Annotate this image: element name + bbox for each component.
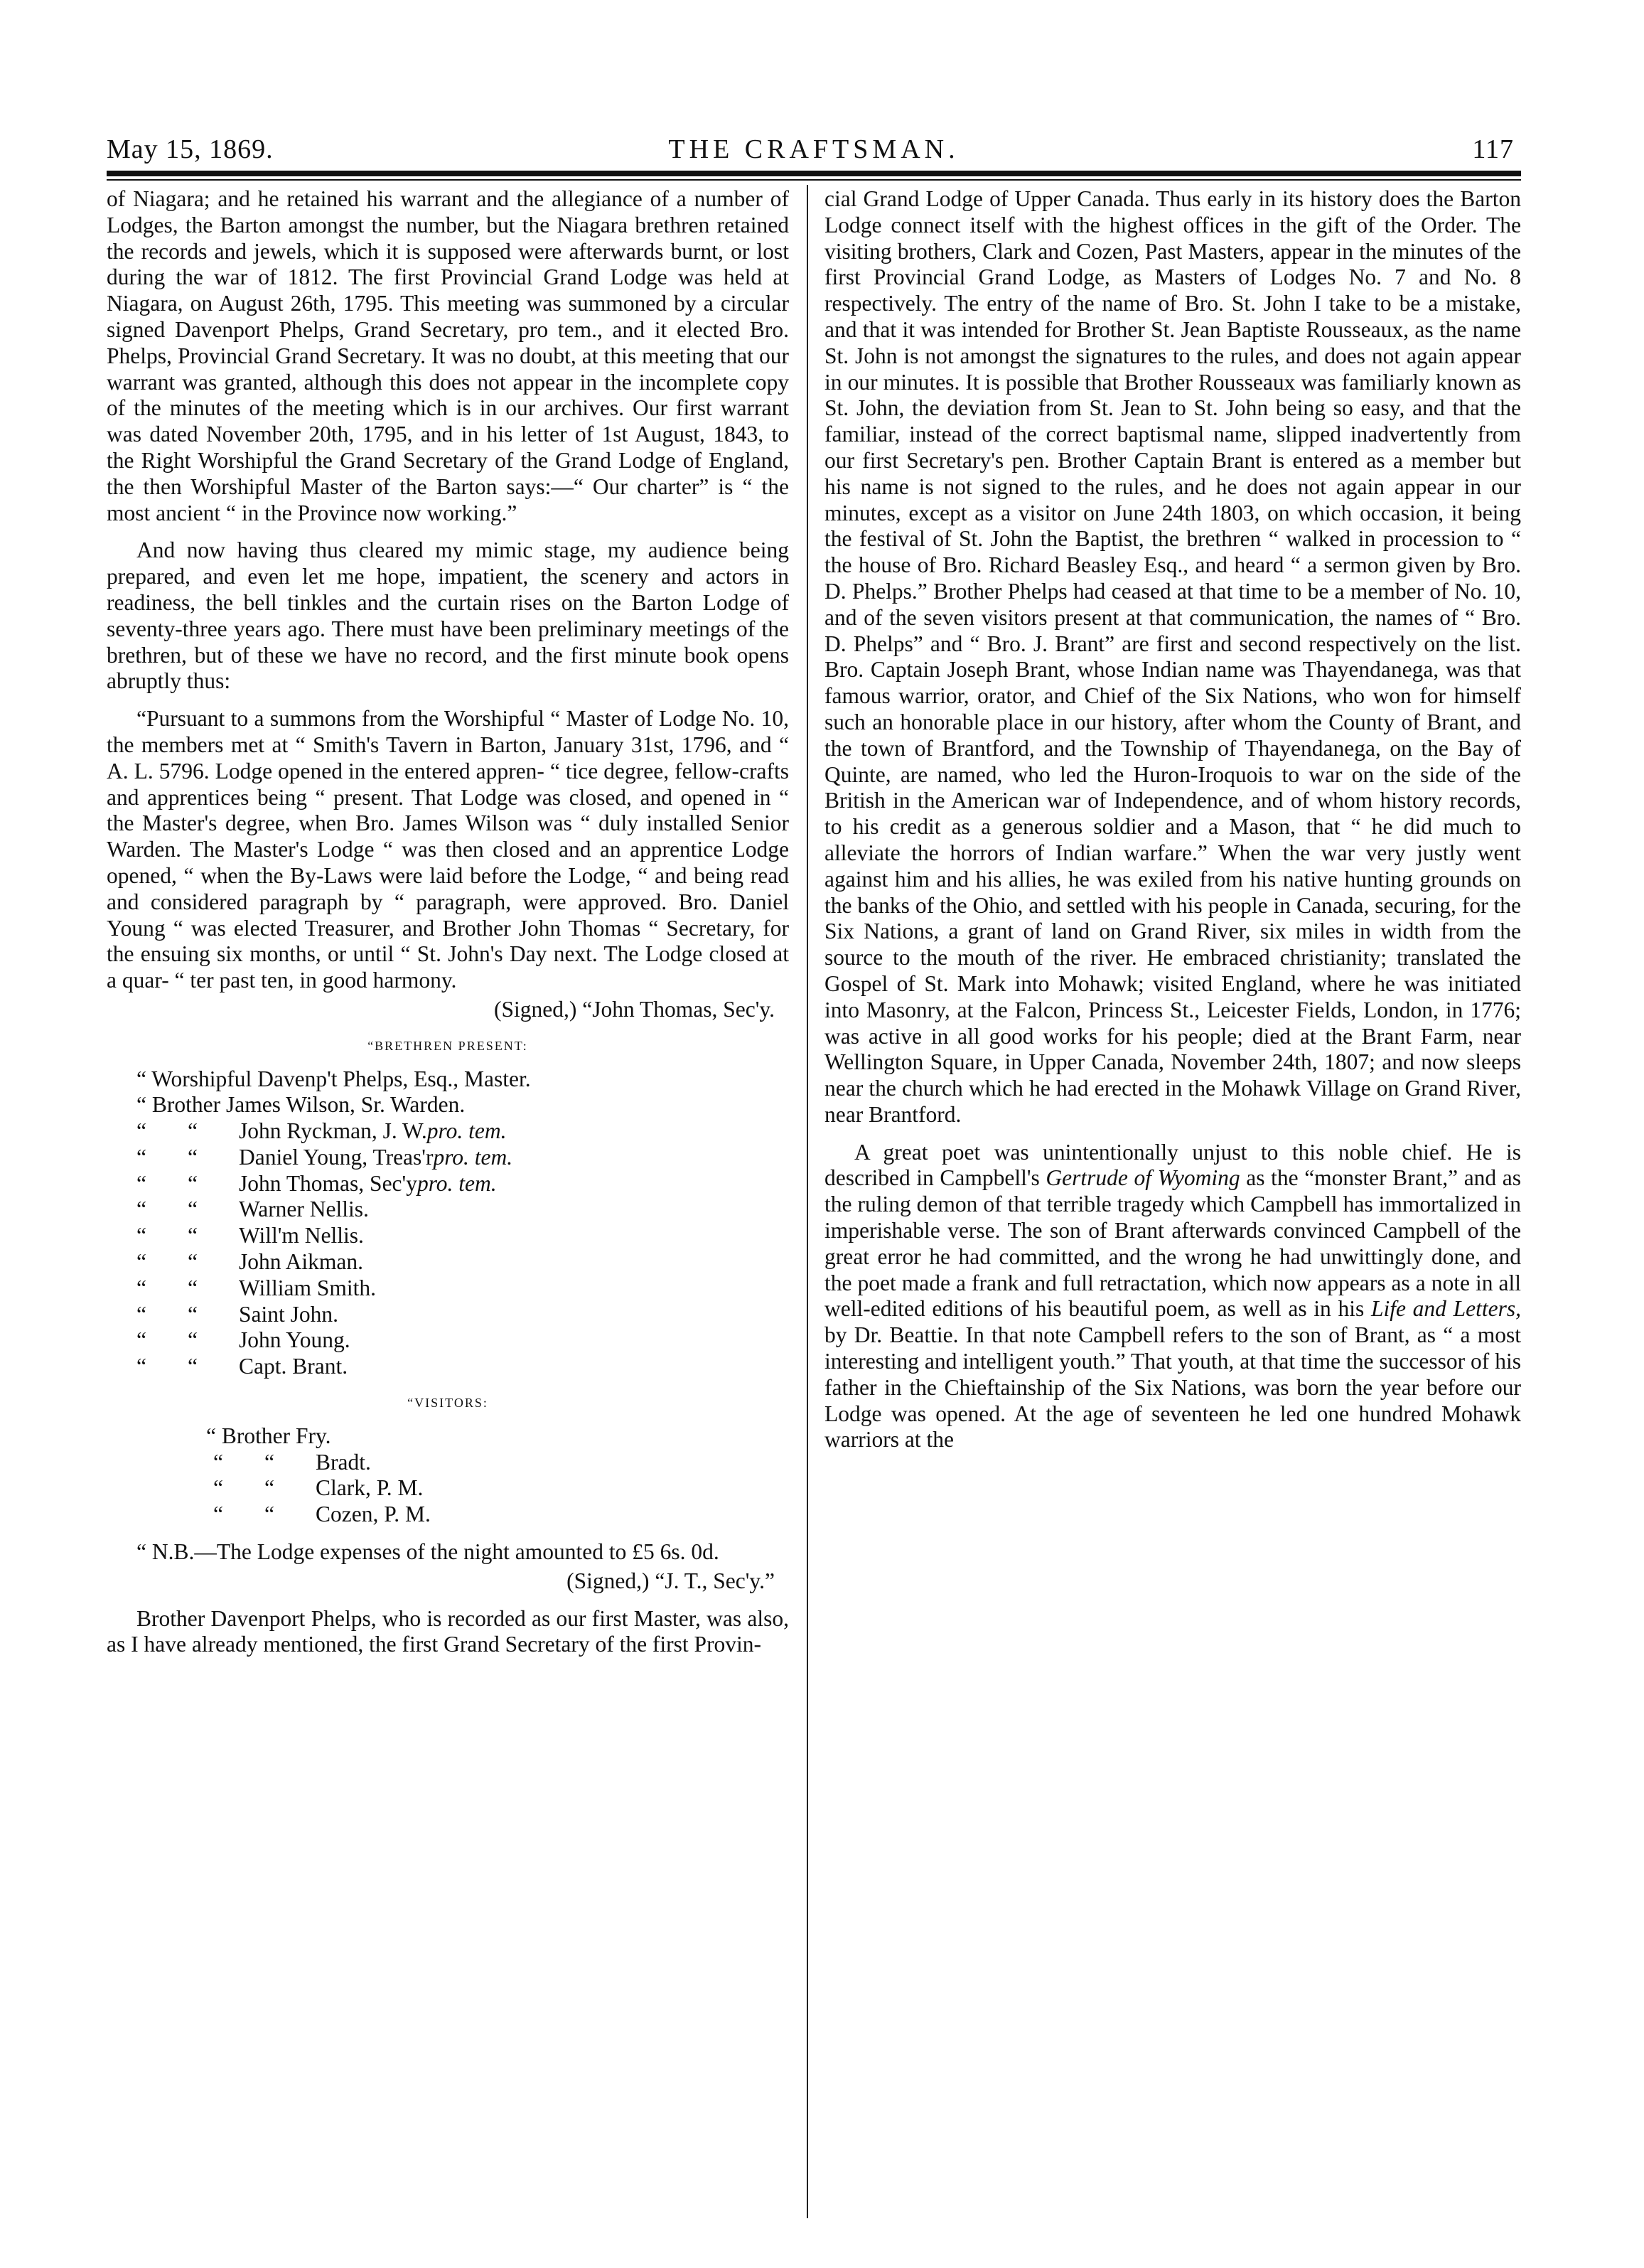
header-rule-thin — [107, 179, 1521, 181]
brethren-second: “ Brother James Wilson, Sr. Warden. — [136, 1092, 466, 1118]
nb-note: “ N.B.—The Lodge expenses of the night amounted to £5 6s. 0d. — [136, 1539, 719, 1565]
list-item: “ “ John Young. — [136, 1327, 350, 1353]
list-item: “ “ Cozen, P. M. — [213, 1502, 431, 1527]
paragraph: cial Grand Lodge of Upper Canada. Thus early in its history does the Barton Lodge connect itself with the highest offices in the gift of the Order. The visiting brothers, Clark and Cozen, Past Masters, appear in the minutes of the first Provincial Grand Lodge, as Masters of Lodges No. 7 and No. 8 respectively. The entry of the name of Bro. St. John I take to be a mistake, and that it was intended for Brother St. Jean Baptiste Rousseaux, as the name St. John is not amongst the signatures to the rules, and does not again appear in our minutes. It is possible that Brother Rousseaux was familiarly known as St. John, the deviation from St. Jean to St. John being so easy, and that the familiar, instead of the correct baptismal name, slipped inadvertently from our first Secretary's pen. Brother Captain Brant is entered as a member but his name is not signed to the rules, and he does not again appear in our minutes, except as a visitor on June 24th 1803, on which occasion, it being the festival of St. John the Baptist, the brethren “ walked in procession to “ the house of Bro. Richard Beasley Esq., and heard “ a sermon given by Bro. D. Phelps.” Brother Phelps had ceased at that time to be a member of No. 10, and of the seven visitors present at that communication, the names of “ Bro. D. Phelps” and “ Bro. J. Brant” are first and second respectively on the list. Bro. Captain Joseph Brant, whose Indian name was Thayendanega, was that famous warrior, orator, and Chief of the Six Nations, who won for himself such an honorable place in our history, after whom the County of Brant, and the town of Brantford, and the Township of Thayendanega, on the Bay of Quinte, are named, who led the Huron-Iroquois to war on the side of the British in the American war of Independence, and of whom history records, to his credit as a generous soldier and a Mason, that “ he did much to alleviate the horrors of Indian warfare.” When the war very justly went against him and his allies, he was exiled from his native hunting grounds on the banks of the Ohio, and settled with his people in Canada, securing, for the Six Nations, a grant of land on Grand River, six miles in width from the source to the mouth of the river. He embraced christianity; translated the Gospel of St. Mark into Mohawk; visited England, where he was initiated into Masonry, at the Falcon, Princess St., Leicester Fields, London, in 1776; was active in all good works for his people; died at the Brant Farm, near Wellington Square, in Upper Canada, November 24th, 1807; and now sleeps near the church which he had erected in the Mohawk Village on Grand River, near Brantford. — [824, 186, 1521, 1127]
newspaper-page — [107, 114, 1521, 2218]
list-item: “ “ Bradt. — [213, 1449, 371, 1475]
brethren-list — [107, 1118, 789, 1380]
list-item: “ “ Daniel Young, Treas'r pro. tem. — [136, 1144, 513, 1170]
list-item: “ “ Saint John. — [136, 1301, 339, 1327]
list-item: “ “ Capt. Brant. — [136, 1354, 348, 1379]
header-rule-thick — [107, 171, 1521, 176]
left-column — [107, 186, 789, 1658]
publication-title: THE CRAFTSMAN. — [668, 134, 960, 164]
list-item: “ “ Warner Nellis. — [136, 1197, 369, 1222]
list-item: “ “ John Thomas, Sec'y pro. tem. — [136, 1170, 497, 1196]
list-item: “ “ John Aikman. — [136, 1249, 364, 1275]
list-item: “ “ John Ryckman, J. W. pro. tem. — [136, 1118, 507, 1144]
paragraph: A great poet was unintentionally unjust to this noble chief. He is described in Campbell's Gertrude of Wyoming as the “monster Brant,” and as the ruling demon of that terrible tragedy which Campbell has immortalized in imperishable verse. The son of Brant afterwards convinced Campbell of the great error he had committed, and the wrong he had unwittingly done, and the poet made a frank and full retractation, which now appears as a note in all well-edited editions of his beautiful poem, as well as in his Life and Letters, by Dr. Beattie. In that note Campbell refers to the son of Brant, as “ a most interesting and intelligent youth.” That youth, at that time the successor of his father in the Chieftainship of the Six Nations, was born the year before our Lodge was opened. At the age of seventeen he led one hundred Mohawk warriors at the — [824, 1139, 1522, 1453]
brethren-first: “ Worshipful Davenp't Phelps, Esq., Master. — [136, 1066, 531, 1091]
paragraph: Brother Davenport Phelps, who is recorded as our first Master, was also, as I have already mentioned, the first Grand Secretary of the first Provin- — [107, 1605, 789, 1657]
signature: (Signed,) “John Thomas, Sec'y. — [494, 996, 775, 1022]
list-item: “ “ Will'm Nellis. — [136, 1223, 364, 1248]
book-title: Gertrude of Wyoming — [1046, 1165, 1240, 1191]
visitors-first: “ Brother Fry. — [206, 1423, 331, 1448]
column-divider — [807, 185, 808, 2218]
paragraph: of Niagara; and he retained his warrant and the allegiance of a number of Lodges, the Barton amongst the number, but the Niagara brethren retained the records and jewels, which it is supposed were afterwards burnt, or lost during the war of 1812. The first Provincial Grand Lodge was held at Niagara, on August 26th, 1795. This meeting was summoned by a circular signed Davenport Phelps, Grand Secretary, pro tem., and it elected Bro. Phelps, Provincial Grand Secretary. It was no doubt, at this meeting that our warrant was granted, although this does not appear in the incomplete copy of the minutes of the meeting which is in our archives. Our first warrant was dated November 20th, 1795, and in his letter of 1st August, 1843, to the Right Worshipful the Grand Secretary of the Grand Lodge of England, the then Worshipful Master of the Barton says:—“ Our charter” is “ the most ancient “ in the Province now working.” — [107, 186, 789, 525]
book-title: Life and Letters, — [1370, 1296, 1521, 1322]
brethren-label: “BRETHREN PRESENT: — [367, 1038, 528, 1053]
paragraph: And now having thus cleared my mimic stage, my audience being prepared, and even let me hope, impatient, the scenery and actors in readiness, the bell tinkles and the curtain rises on the Barton Lodge of seventy-three years ago. There must have been preliminary meetings of the brethren, but of these we have no record, and the first minute book opens abruptly thus: — [107, 537, 789, 694]
issue-date: May 15, 1869. — [107, 134, 274, 164]
minutes-quote: “Pursuant to a summons from the Worshipful “ Master of Lodge No. 10, the members met at “ Smith's Tavern in Barton, January 31st, 1796, and “ A. L. 5796. Lodge opened in the entered appren- “ tice degree, fellow-crafts and apprentices being “ present. That Lodge was closed, and opened in “ the Master's degree, when Bro. James Wilson was “ duly installed Senior Warden. The Master's Lodge “ was then closed and an apprentice Lodge opened, “ when the By-Laws were laid before the Lodge, “ and being read and considered paragraph by “ paragraph, were approved. Bro. Daniel Young “ was elected Treasurer, and Brother John Thomas “ Secretary, for the ensuing six months, or until “ St. John's Day next. The Lodge closed at a quar- “ ter past ten, in good harmony. — [107, 706, 789, 993]
running-head — [107, 128, 1521, 171]
visitors-list — [107, 1450, 789, 1528]
list-item: “ “ William Smith. — [136, 1275, 376, 1300]
signature: (Signed,) “J. T., Sec'y.” — [566, 1568, 775, 1593]
list-item: “ “ Clark, P. M. — [213, 1475, 424, 1501]
page-number: 117 — [1472, 134, 1514, 164]
visitors-label: “VISITORS: — [407, 1396, 488, 1411]
right-column — [824, 186, 1521, 1453]
